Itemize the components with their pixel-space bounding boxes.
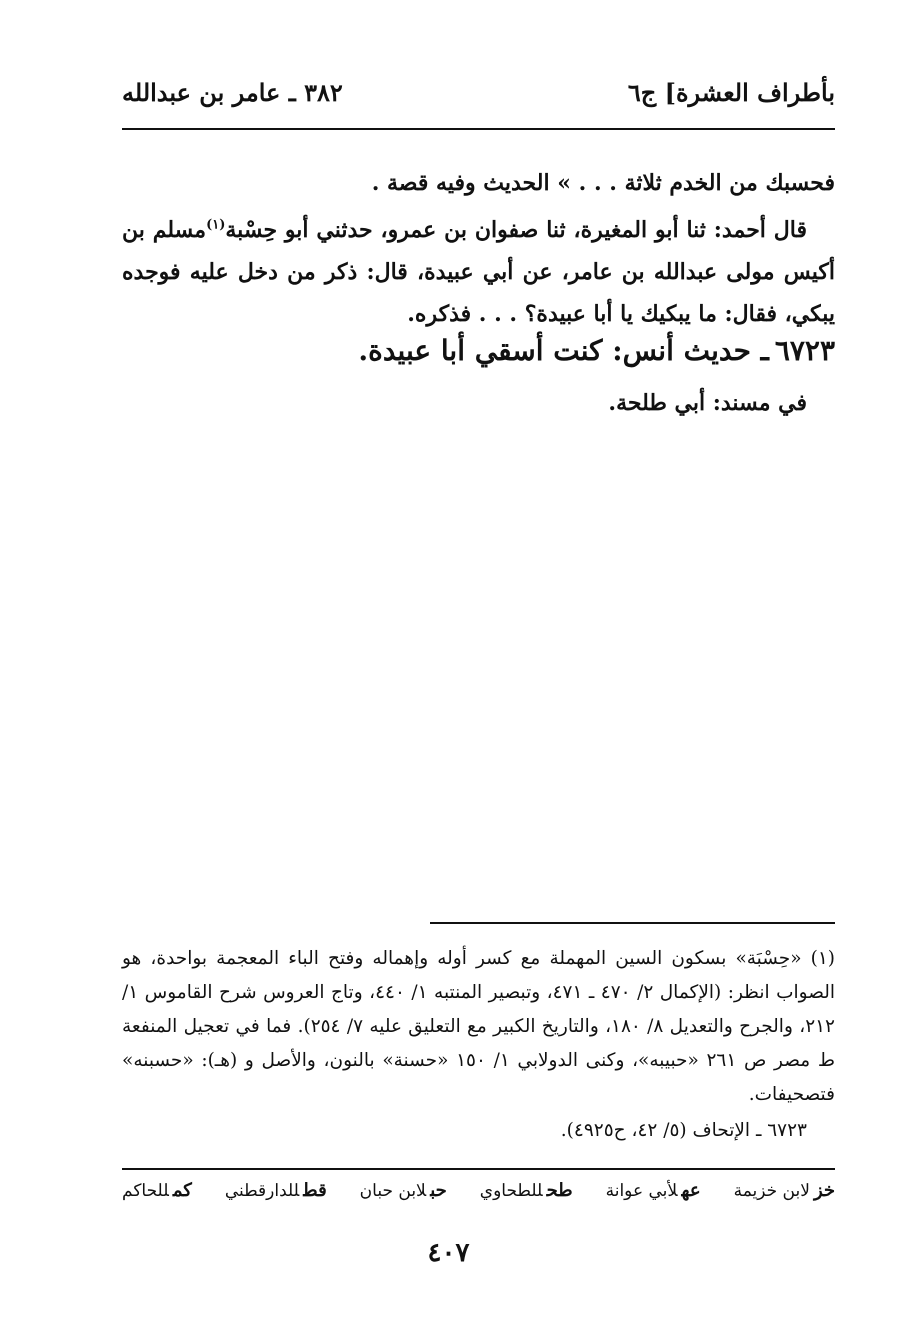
running-header-chapter: ٣٨٢ ـ عامر بن عبدالله: [122, 78, 343, 107]
abbr-item: عهلأبي عوانة: [605, 1180, 701, 1201]
footnote-marker[interactable]: (١): [206, 217, 226, 233]
footnotes: [122, 942, 835, 1148]
abbr-item: كمللحاكم: [122, 1180, 192, 1201]
abbr-item: قطللدارقطني: [224, 1180, 327, 1201]
paragraph-isnad: [122, 209, 835, 335]
isnad-text-start: قال أحمد: ثنا أبو المغيرة، ثنا صفوان بن عمرو، حدثني أبو حِسْبة: [225, 217, 807, 243]
hadith-number: ٦٧٢٣: [774, 334, 835, 367]
footnote-separator: [430, 922, 835, 924]
abbreviations-legend: [122, 1180, 835, 1201]
hadith-title: ـ حديث أنس: كنت أسقي أبا عبيدة.: [358, 334, 769, 367]
footnote-1: (١) «حِسْبَة» بسكون السين المهملة مع كسر أوله وإهماله وفتح الباء المعجمة بواحدة، هو الصواب انظر: (الإكمال ٢/ ٤٧٠ ـ ٤٧١، وتبصير المنتبه ١/ ٤٤٠، وتاج العروس شرح القاموس ١/ ٢١٢، والجرح والتعديل ٨/ ١٨٠، والتاريخ الكبير مع التعليق عليه ٧/ ٢٥٤). فما في تعجيل المنفعة ط مصر ص ٢٦١ «حبيبه»، وكنى الدولابي ١/ ١٥٠ «حسنة» بالنون، والأصل و (هـ): «حسبنه» فتصحيفات.: [122, 948, 836, 1105]
abbr-item: طحللطحاوي: [479, 1180, 573, 1201]
paragraph-hadith-end: فحسبك من الخدم ثلاثة . . . » الحديث وفيه قصة .: [371, 170, 835, 196]
page-number: ٤٠٧: [427, 1238, 470, 1268]
hadith-heading: [358, 334, 835, 367]
musnad-reference: في مسند: أبي طلحة.: [608, 390, 807, 416]
abbr-item: خزلابن خزيمة: [733, 1180, 835, 1201]
isnad-text-end: مسلم بن أكيس مولى عبدالله بن عامر، عن أبي عبيدة، قال: ذكر من دخل عليه فوجده يبكي، فقال: ما يبكيك يا أبا عبيدة؟ . . . فذكره.: [122, 217, 835, 327]
abbr-item: حبلابن حبان: [359, 1180, 447, 1201]
footnote-hadith-ref: ٦٧٢٣ ـ الإتحاف (٥/ ٤٢، ح٤٩٢٥).: [560, 1120, 807, 1141]
running-header-book-title: بأطراف العشرة] ج٦: [627, 78, 835, 107]
header-rule: [122, 128, 835, 130]
abbreviations-rule: [122, 1168, 835, 1170]
